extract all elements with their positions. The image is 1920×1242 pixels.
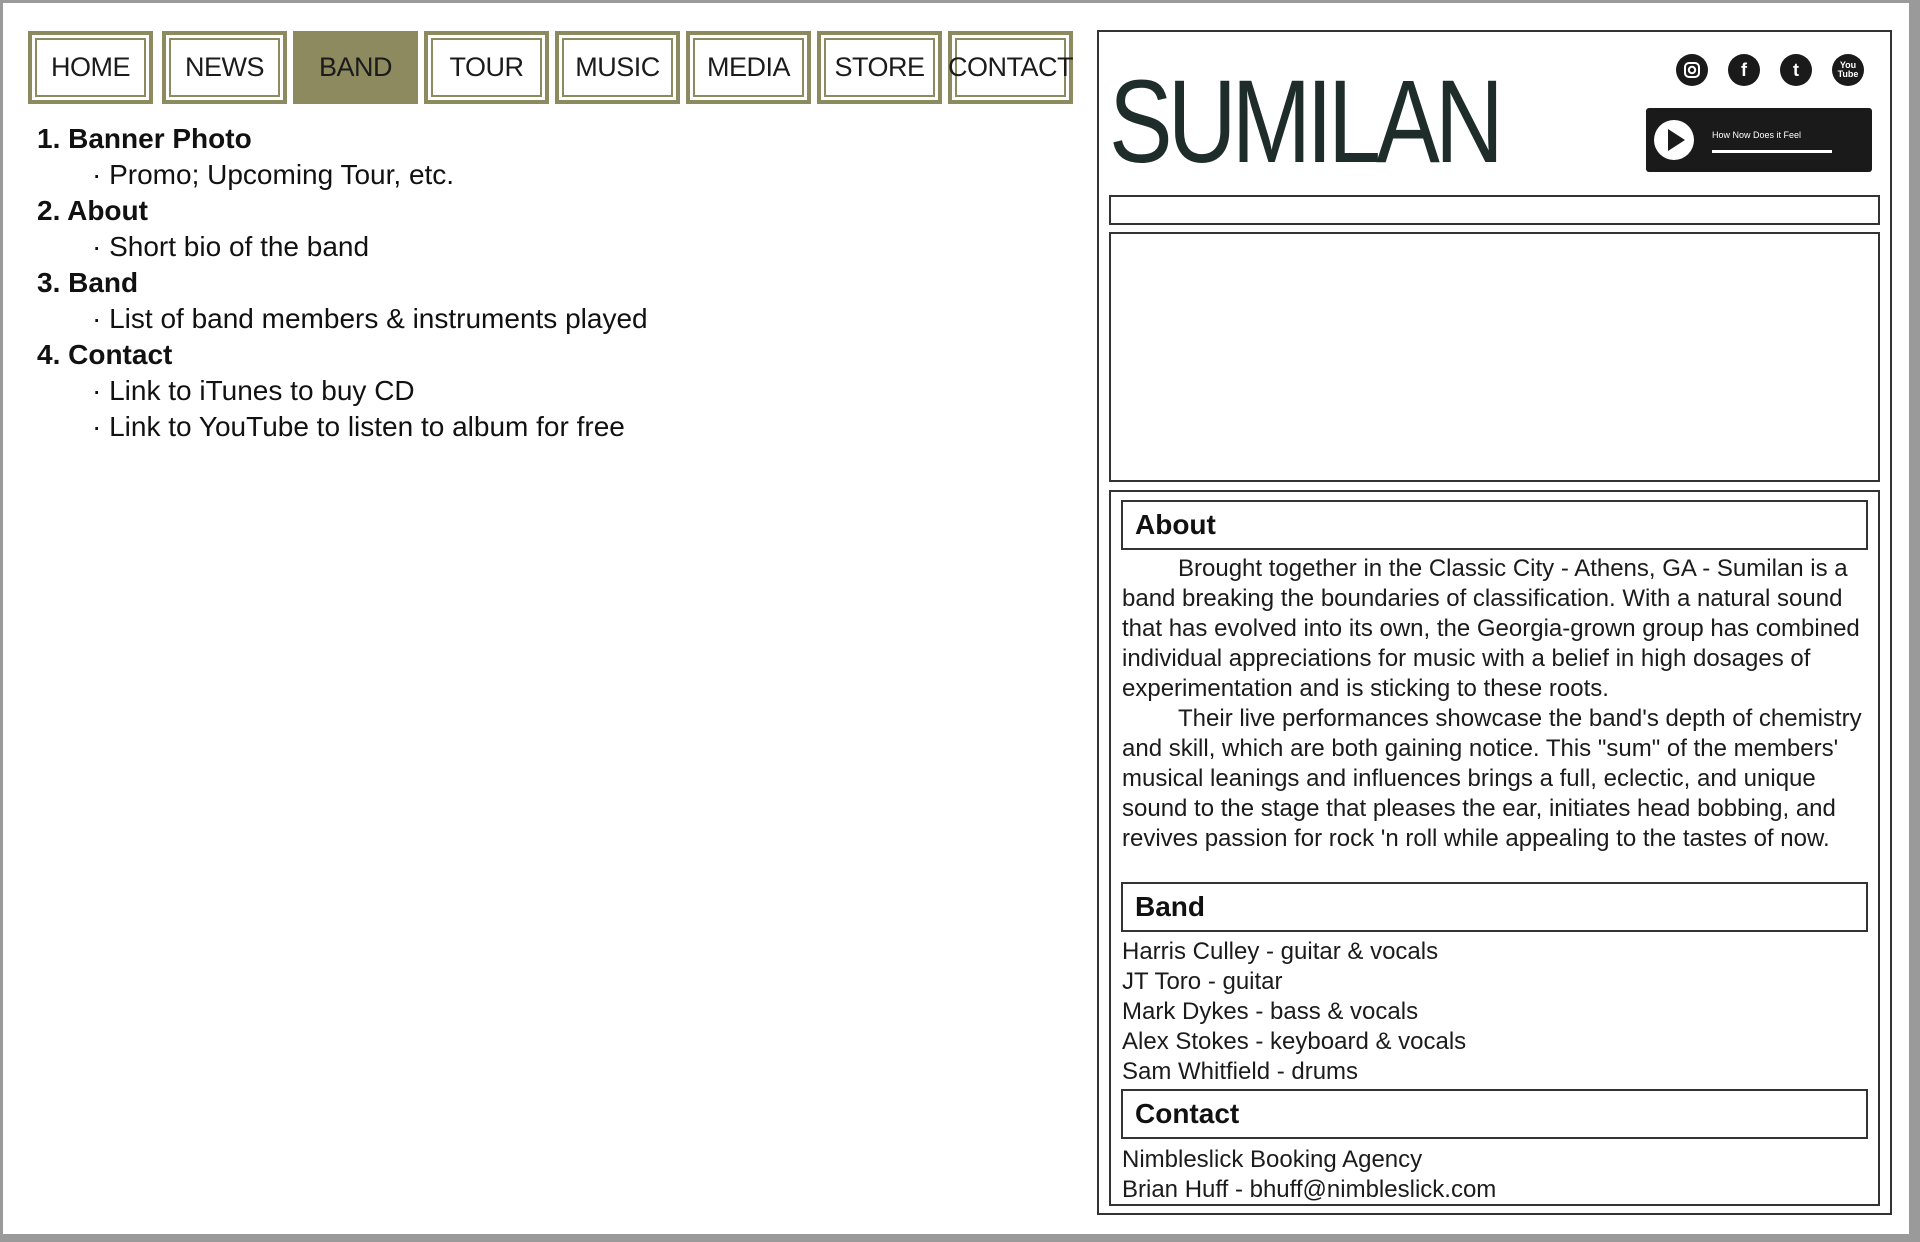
outline-title-contact: 4. Contact bbox=[37, 339, 173, 370]
nav-band-label: BAND bbox=[300, 38, 411, 97]
band-member: JT Toro - guitar bbox=[1122, 968, 1283, 995]
about-heading: About bbox=[1121, 500, 1868, 550]
nav-store-button[interactable] bbox=[817, 31, 942, 104]
outline-title-about: 2. About bbox=[37, 195, 148, 226]
outline-item: · List of band members & instruments played bbox=[92, 303, 648, 334]
play-icon[interactable] bbox=[1654, 120, 1694, 160]
youtube-label: You Tube bbox=[1837, 60, 1859, 79]
outline-item: · Promo; Upcoming Tour, etc. bbox=[92, 159, 455, 190]
band-member: Harris Culley - guitar & vocals bbox=[1122, 938, 1439, 965]
band-member: Sam Whitfield - drums bbox=[1122, 1058, 1359, 1085]
about-paragraph: Their live performances showcase the band's depth of chemistry and skill, which are both gaining notice. This "sum" of the members' musical leanings and influences brings a full, eclectic, and unique sound to the stage that pleases the ear, initiates head bobbing, and revives passion for rock 'n roll while appealing to the tastes of now. bbox=[1122, 705, 1862, 852]
progress-bar[interactable] bbox=[1712, 150, 1832, 153]
audio-player[interactable] bbox=[1646, 108, 1872, 172]
logo-text: SUMILAN bbox=[1109, 56, 1499, 188]
contact-heading: Contact bbox=[1121, 1089, 1868, 1139]
nav-media-button[interactable] bbox=[686, 31, 811, 104]
nav-home-label: HOME bbox=[35, 38, 146, 97]
outline-item: · Link to iTunes to buy CD bbox=[92, 375, 415, 406]
outline-item: · Short bio of the band bbox=[92, 231, 370, 262]
contact-lines bbox=[1122, 1145, 1496, 1205]
band-member: Alex Stokes - keyboard & vocals bbox=[1122, 1028, 1467, 1055]
contact-line[interactable]: Brian Huff - bhuff@nimbleslick.com bbox=[1122, 1176, 1497, 1203]
content-area bbox=[1109, 490, 1880, 1206]
nav-contact-button[interactable] bbox=[948, 31, 1073, 104]
page bbox=[3, 3, 1909, 1234]
nav-music-button[interactable] bbox=[555, 31, 680, 104]
nav-contact-label: CONTACT bbox=[955, 38, 1066, 97]
band-member: Mark Dykes - bass & vocals bbox=[1122, 998, 1419, 1025]
nav-news-button[interactable] bbox=[162, 31, 287, 104]
nav-music-label: MUSIC bbox=[562, 38, 673, 97]
twitter-icon[interactable]: t bbox=[1780, 54, 1812, 86]
facebook-icon[interactable]: f bbox=[1728, 54, 1760, 86]
nav-band-button[interactable] bbox=[293, 31, 418, 104]
nav-tour-label: TOUR bbox=[431, 38, 542, 97]
outline-item: · Link to YouTube to listen to album for free bbox=[92, 411, 625, 442]
page-outline bbox=[37, 121, 648, 445]
nav-store-label: STORE bbox=[824, 38, 935, 97]
nav-tour-button[interactable] bbox=[424, 31, 549, 104]
nav-strip-placeholder bbox=[1109, 195, 1880, 225]
outline-title-band: 3. Band bbox=[37, 267, 139, 298]
contact-line: Nimbleslick Booking Agency bbox=[1122, 1146, 1423, 1173]
band-members-list bbox=[1122, 937, 1466, 1087]
site-mockup bbox=[1097, 30, 1892, 1215]
banner-photo-placeholder bbox=[1109, 232, 1880, 482]
instagram-icon[interactable] bbox=[1676, 54, 1708, 86]
about-text bbox=[1122, 554, 1872, 854]
track-title: How Now Does it Feel bbox=[1712, 130, 1802, 140]
nav-home-button[interactable] bbox=[28, 31, 153, 104]
social-links bbox=[1676, 54, 1864, 86]
sumilan-logo bbox=[1109, 42, 1509, 192]
youtube-icon[interactable] bbox=[1832, 54, 1864, 86]
band-heading: Band bbox=[1121, 882, 1868, 932]
outline-title-banner: 1. Banner Photo bbox=[37, 123, 252, 154]
nav-media-label: MEDIA bbox=[693, 38, 804, 97]
nav-news-label: NEWS bbox=[169, 38, 280, 97]
about-paragraph: Brought together in the Classic City - Athens, GA - Sumilan is a band breaking the boundaries of classification. With a natural sound that has evolved into its own, the Georgia-grown group has combined individual appreciations for music with a belief in high dosages of experimentation and is sticking to these roots. bbox=[1122, 555, 1860, 702]
